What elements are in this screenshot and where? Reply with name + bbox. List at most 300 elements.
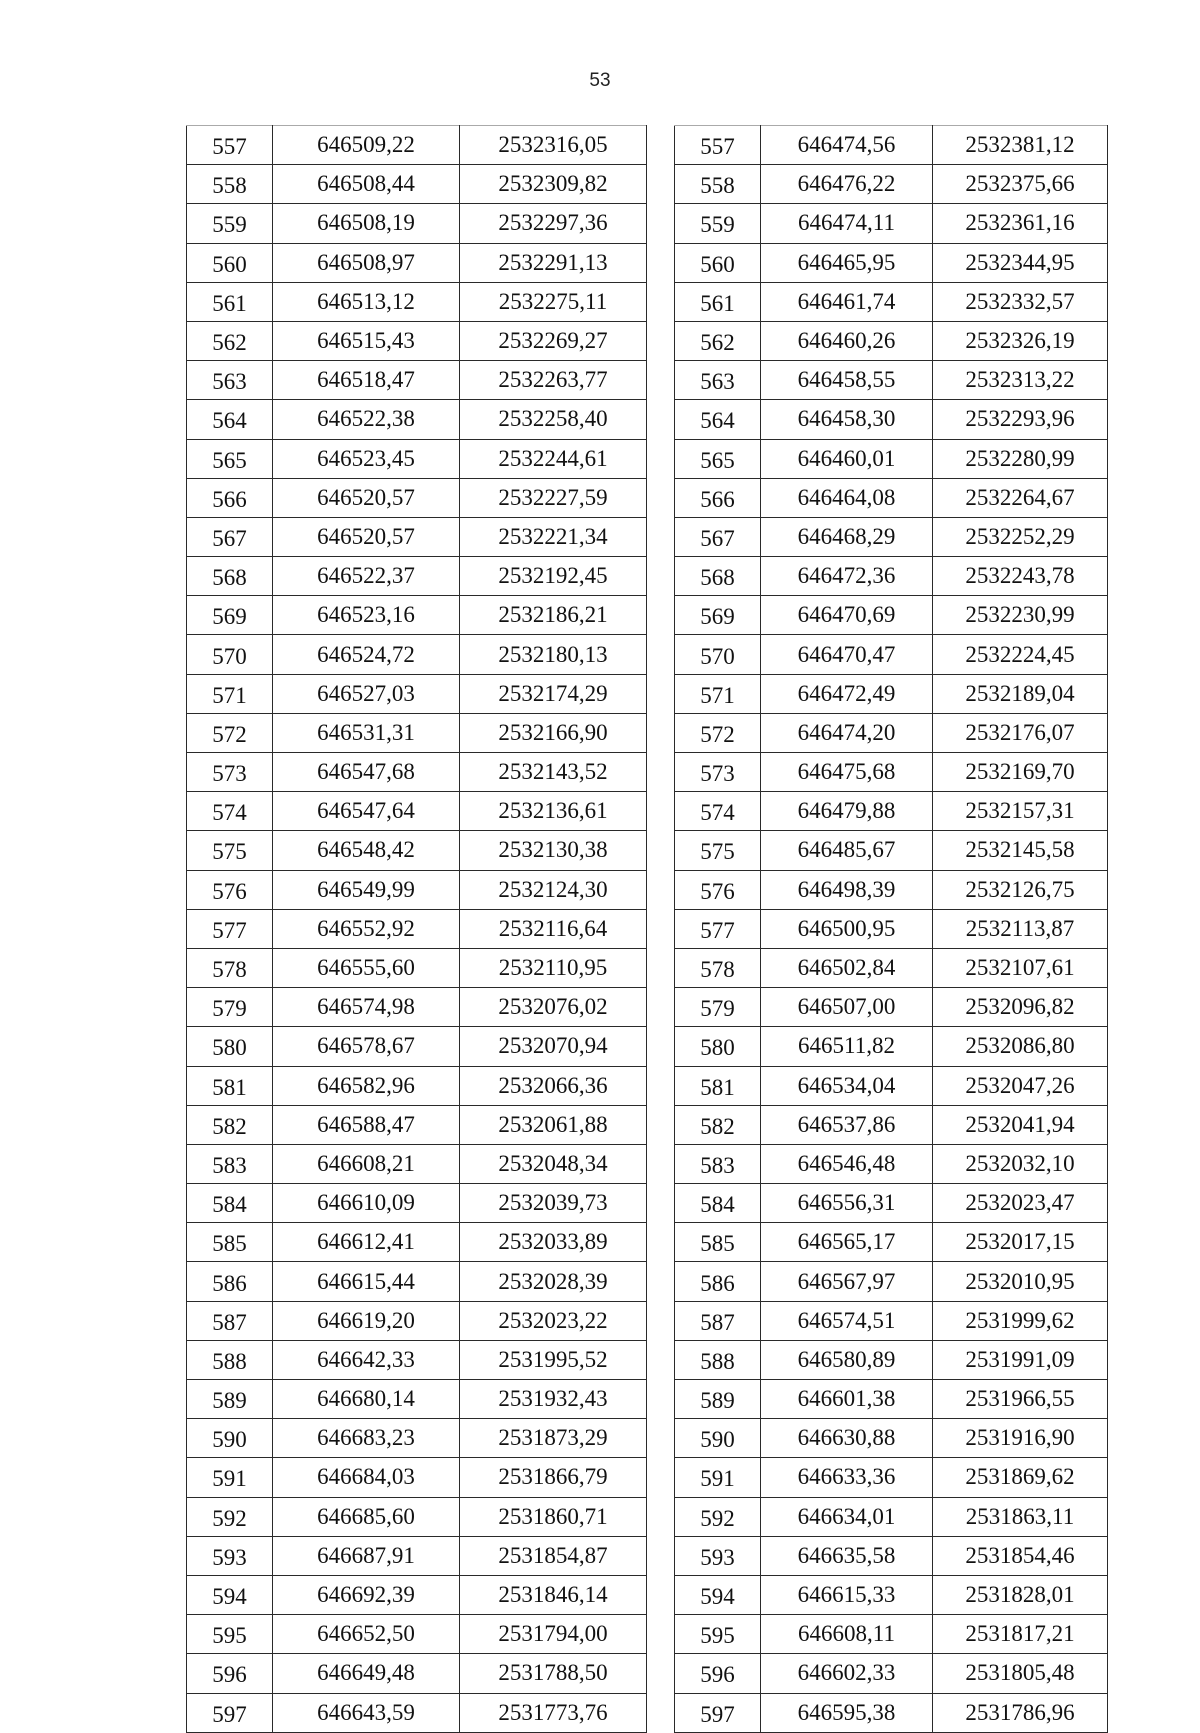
y-coordinate-cell: 2531932,43	[460, 1380, 647, 1419]
table-row	[675, 988, 1108, 1027]
point-number-cell: 576	[187, 870, 273, 909]
table-row	[187, 1419, 647, 1458]
x-coordinate-cell: 646513,12	[273, 282, 460, 321]
table-row	[675, 1615, 1108, 1654]
x-coordinate-cell: 646500,95	[761, 909, 933, 948]
x-coordinate-cell: 646574,98	[273, 988, 460, 1027]
y-coordinate-cell: 2531854,46	[933, 1536, 1108, 1575]
point-number-cell: 577	[187, 909, 273, 948]
point-number-cell: 578	[675, 948, 761, 987]
x-coordinate-cell: 646524,72	[273, 635, 460, 674]
y-coordinate-cell: 2532375,66	[933, 165, 1108, 204]
table-row	[187, 165, 647, 204]
table-row	[675, 635, 1108, 674]
y-coordinate-cell: 2531788,50	[460, 1654, 647, 1693]
y-coordinate-cell: 2532316,05	[460, 126, 647, 165]
x-coordinate-cell: 646601,38	[761, 1380, 933, 1419]
y-coordinate-cell: 2532086,80	[933, 1027, 1108, 1066]
y-coordinate-cell: 2532174,29	[460, 674, 647, 713]
x-coordinate-cell: 646508,97	[273, 243, 460, 282]
x-coordinate-cell: 646595,38	[761, 1693, 933, 1732]
y-coordinate-cell: 2532166,90	[460, 713, 647, 752]
x-coordinate-cell: 646578,67	[273, 1027, 460, 1066]
x-coordinate-cell: 646472,36	[761, 557, 933, 596]
x-coordinate-cell: 646610,09	[273, 1184, 460, 1223]
point-number-cell: 579	[187, 988, 273, 1027]
point-number-cell: 572	[675, 713, 761, 752]
x-coordinate-cell: 646507,00	[761, 988, 933, 1027]
point-number-cell: 557	[187, 126, 273, 165]
x-coordinate-cell: 646546,48	[761, 1144, 933, 1183]
point-number-cell: 581	[675, 1066, 761, 1105]
point-number-cell: 588	[675, 1340, 761, 1379]
y-coordinate-cell: 2532145,58	[933, 831, 1108, 870]
point-number-cell: 593	[675, 1536, 761, 1575]
table-row	[187, 1536, 647, 1575]
point-number-cell: 571	[675, 674, 761, 713]
table-row	[187, 831, 647, 870]
y-coordinate-cell: 2532017,15	[933, 1223, 1108, 1262]
point-number-cell: 592	[187, 1497, 273, 1536]
x-coordinate-cell: 646643,59	[273, 1693, 460, 1732]
x-coordinate-cell: 646552,92	[273, 909, 460, 948]
x-coordinate-cell: 646630,88	[761, 1419, 933, 1458]
table-row	[675, 439, 1108, 478]
point-number-cell: 560	[187, 243, 273, 282]
x-coordinate-cell: 646520,57	[273, 478, 460, 517]
y-coordinate-cell: 2532297,36	[460, 204, 647, 243]
point-number-cell: 571	[187, 674, 273, 713]
x-coordinate-cell: 646502,84	[761, 948, 933, 987]
table-row	[675, 243, 1108, 282]
table-row	[675, 1575, 1108, 1614]
table-row	[187, 988, 647, 1027]
point-number-cell: 578	[187, 948, 273, 987]
x-coordinate-cell: 646468,29	[761, 517, 933, 556]
point-number-cell: 566	[675, 478, 761, 517]
x-coordinate-cell: 646458,30	[761, 400, 933, 439]
x-coordinate-cell: 646508,19	[273, 204, 460, 243]
table-row	[675, 557, 1108, 596]
y-coordinate-cell: 2532157,31	[933, 792, 1108, 831]
y-coordinate-cell: 2531817,21	[933, 1615, 1108, 1654]
table-row	[675, 831, 1108, 870]
point-number-cell: 575	[187, 831, 273, 870]
x-coordinate-cell: 646458,55	[761, 361, 933, 400]
point-number-cell: 566	[187, 478, 273, 517]
table-row	[675, 1536, 1108, 1575]
x-coordinate-cell: 646509,22	[273, 126, 460, 165]
coordinates-table-right	[674, 125, 1108, 1733]
x-coordinate-cell: 646634,01	[761, 1497, 933, 1536]
table-row	[187, 1144, 647, 1183]
table-row	[187, 204, 647, 243]
point-number-cell: 562	[187, 321, 273, 360]
table-row	[187, 1340, 647, 1379]
point-number-cell: 575	[675, 831, 761, 870]
x-coordinate-cell: 646485,67	[761, 831, 933, 870]
x-coordinate-cell: 646565,17	[761, 1223, 933, 1262]
table-row	[187, 1380, 647, 1419]
table-row	[187, 1575, 647, 1614]
y-coordinate-cell: 2532244,61	[460, 439, 647, 478]
y-coordinate-cell: 2532143,52	[460, 753, 647, 792]
table-row	[675, 1419, 1108, 1458]
point-number-cell: 560	[675, 243, 761, 282]
y-coordinate-cell: 2532381,12	[933, 126, 1108, 165]
y-coordinate-cell: 2531869,62	[933, 1458, 1108, 1497]
y-coordinate-cell: 2532344,95	[933, 243, 1108, 282]
y-coordinate-cell: 2531863,11	[933, 1497, 1108, 1536]
point-number-cell: 568	[187, 557, 273, 596]
point-number-cell: 563	[187, 361, 273, 400]
x-coordinate-cell: 646474,56	[761, 126, 933, 165]
table-row	[187, 1262, 647, 1301]
table-row	[675, 126, 1108, 165]
point-number-cell: 572	[187, 713, 273, 752]
x-coordinate-cell: 646464,08	[761, 478, 933, 517]
x-coordinate-cell: 646470,47	[761, 635, 933, 674]
y-coordinate-cell: 2531873,29	[460, 1419, 647, 1458]
table-row	[187, 361, 647, 400]
table-row	[187, 1027, 647, 1066]
y-coordinate-cell: 2531805,48	[933, 1654, 1108, 1693]
table-row	[187, 1497, 647, 1536]
point-number-cell: 580	[187, 1027, 273, 1066]
y-coordinate-cell: 2531773,76	[460, 1693, 647, 1732]
y-coordinate-cell: 2531786,96	[933, 1693, 1108, 1732]
table-row	[187, 243, 647, 282]
table-row	[675, 204, 1108, 243]
point-number-cell: 565	[187, 439, 273, 478]
x-coordinate-cell: 646683,23	[273, 1419, 460, 1458]
y-coordinate-cell: 2532070,94	[460, 1027, 647, 1066]
x-coordinate-cell: 646555,60	[273, 948, 460, 987]
table-row	[675, 1654, 1108, 1693]
table-row	[187, 1693, 647, 1732]
point-number-cell: 591	[675, 1458, 761, 1497]
table-row	[187, 1184, 647, 1223]
x-coordinate-cell: 646515,43	[273, 321, 460, 360]
x-coordinate-cell: 646465,95	[761, 243, 933, 282]
y-coordinate-cell: 2532096,82	[933, 988, 1108, 1027]
point-number-cell: 594	[187, 1575, 273, 1614]
y-coordinate-cell: 2532293,96	[933, 400, 1108, 439]
y-coordinate-cell: 2532116,64	[460, 909, 647, 948]
point-number-cell: 573	[187, 753, 273, 792]
table-row	[675, 1458, 1108, 1497]
y-coordinate-cell: 2532169,70	[933, 753, 1108, 792]
point-number-cell: 597	[675, 1693, 761, 1732]
point-number-cell: 569	[187, 596, 273, 635]
table-row	[675, 1497, 1108, 1536]
y-coordinate-cell: 2532291,13	[460, 243, 647, 282]
table-row	[675, 674, 1108, 713]
y-coordinate-cell: 2532041,94	[933, 1105, 1108, 1144]
y-coordinate-cell: 2532032,10	[933, 1144, 1108, 1183]
x-coordinate-cell: 646547,68	[273, 753, 460, 792]
table-row	[187, 282, 647, 321]
x-coordinate-cell: 646470,69	[761, 596, 933, 635]
y-coordinate-cell: 2532061,88	[460, 1105, 647, 1144]
table-row	[675, 1223, 1108, 1262]
y-coordinate-cell: 2532221,34	[460, 517, 647, 556]
table-row	[187, 870, 647, 909]
y-coordinate-cell: 2531866,79	[460, 1458, 647, 1497]
x-coordinate-cell: 646522,37	[273, 557, 460, 596]
table-row	[187, 1654, 647, 1693]
x-coordinate-cell: 646580,89	[761, 1340, 933, 1379]
table-row	[675, 713, 1108, 752]
point-number-cell: 583	[187, 1144, 273, 1183]
coordinates-table-left	[186, 125, 647, 1733]
table-row	[187, 753, 647, 792]
table-row	[187, 713, 647, 752]
table-row	[675, 165, 1108, 204]
x-coordinate-cell: 646588,47	[273, 1105, 460, 1144]
table-row	[675, 1262, 1108, 1301]
x-coordinate-cell: 646652,50	[273, 1615, 460, 1654]
point-number-cell: 574	[675, 792, 761, 831]
table-row	[187, 400, 647, 439]
point-number-cell: 581	[187, 1066, 273, 1105]
point-number-cell: 574	[187, 792, 273, 831]
x-coordinate-cell: 646522,38	[273, 400, 460, 439]
y-coordinate-cell: 2532107,61	[933, 948, 1108, 987]
x-coordinate-cell: 646619,20	[273, 1301, 460, 1340]
x-coordinate-cell: 646461,74	[761, 282, 933, 321]
x-coordinate-cell: 646549,99	[273, 870, 460, 909]
x-coordinate-cell: 646635,58	[761, 1536, 933, 1575]
x-coordinate-cell: 646460,26	[761, 321, 933, 360]
y-coordinate-cell: 2532186,21	[460, 596, 647, 635]
y-coordinate-cell: 2532033,89	[460, 1223, 647, 1262]
y-coordinate-cell: 2532309,82	[460, 165, 647, 204]
y-coordinate-cell: 2532028,39	[460, 1262, 647, 1301]
point-number-cell: 583	[675, 1144, 761, 1183]
y-coordinate-cell: 2532230,99	[933, 596, 1108, 635]
x-coordinate-cell: 646649,48	[273, 1654, 460, 1693]
table-row	[675, 1184, 1108, 1223]
point-number-cell: 579	[675, 988, 761, 1027]
y-coordinate-cell: 2532280,99	[933, 439, 1108, 478]
table-row	[675, 596, 1108, 635]
point-number-cell: 597	[187, 1693, 273, 1732]
x-coordinate-cell: 646556,31	[761, 1184, 933, 1223]
y-coordinate-cell: 2532010,95	[933, 1262, 1108, 1301]
point-number-cell: 594	[675, 1575, 761, 1614]
x-coordinate-cell: 646612,41	[273, 1223, 460, 1262]
point-number-cell: 596	[187, 1654, 273, 1693]
x-coordinate-cell: 646537,86	[761, 1105, 933, 1144]
y-coordinate-cell: 2532192,45	[460, 557, 647, 596]
point-number-cell: 592	[675, 1497, 761, 1536]
x-coordinate-cell: 646520,57	[273, 517, 460, 556]
x-coordinate-cell: 646498,39	[761, 870, 933, 909]
y-coordinate-cell: 2531860,71	[460, 1497, 647, 1536]
table-row	[675, 753, 1108, 792]
x-coordinate-cell: 646523,16	[273, 596, 460, 635]
table-row	[187, 1105, 647, 1144]
y-coordinate-cell: 2532048,34	[460, 1144, 647, 1183]
page-number: 53	[589, 70, 611, 91]
point-number-cell: 596	[675, 1654, 761, 1693]
point-number-cell: 561	[187, 282, 273, 321]
table-row	[675, 478, 1108, 517]
table-row	[187, 439, 647, 478]
y-coordinate-cell: 2532264,67	[933, 478, 1108, 517]
x-coordinate-cell: 646608,11	[761, 1615, 933, 1654]
y-coordinate-cell: 2532332,57	[933, 282, 1108, 321]
point-number-cell: 559	[675, 204, 761, 243]
y-coordinate-cell: 2532039,73	[460, 1184, 647, 1223]
point-number-cell: 564	[675, 400, 761, 439]
y-coordinate-cell: 2532023,22	[460, 1301, 647, 1340]
point-number-cell: 589	[187, 1380, 273, 1419]
x-coordinate-cell: 646615,33	[761, 1575, 933, 1614]
point-number-cell: 595	[187, 1615, 273, 1654]
table-row	[675, 517, 1108, 556]
table-row	[675, 1144, 1108, 1183]
x-coordinate-cell: 646642,33	[273, 1340, 460, 1379]
point-number-cell: 591	[187, 1458, 273, 1497]
y-coordinate-cell: 2531991,09	[933, 1340, 1108, 1379]
table-row	[187, 674, 647, 713]
x-coordinate-cell: 646527,03	[273, 674, 460, 713]
table-row	[187, 1223, 647, 1262]
x-coordinate-cell: 646472,49	[761, 674, 933, 713]
point-number-cell: 595	[675, 1615, 761, 1654]
x-coordinate-cell: 646474,11	[761, 204, 933, 243]
x-coordinate-cell: 646684,03	[273, 1458, 460, 1497]
point-number-cell: 563	[675, 361, 761, 400]
y-coordinate-cell: 2532269,27	[460, 321, 647, 360]
point-number-cell: 587	[675, 1301, 761, 1340]
x-coordinate-cell: 646474,20	[761, 713, 933, 752]
y-coordinate-cell: 2531854,87	[460, 1536, 647, 1575]
point-number-cell: 587	[187, 1301, 273, 1340]
point-number-cell: 570	[675, 635, 761, 674]
y-coordinate-cell: 2532136,61	[460, 792, 647, 831]
point-number-cell: 586	[675, 1262, 761, 1301]
point-number-cell: 567	[675, 517, 761, 556]
table-row	[187, 596, 647, 635]
point-number-cell: 561	[675, 282, 761, 321]
x-coordinate-cell: 646548,42	[273, 831, 460, 870]
table-row	[675, 909, 1108, 948]
x-coordinate-cell: 646602,33	[761, 1654, 933, 1693]
x-coordinate-cell: 646567,97	[761, 1262, 933, 1301]
point-number-cell: 590	[675, 1419, 761, 1458]
point-number-cell: 582	[187, 1105, 273, 1144]
point-number-cell: 557	[675, 126, 761, 165]
table-row	[675, 948, 1108, 987]
x-coordinate-cell: 646692,39	[273, 1575, 460, 1614]
table-row	[187, 1066, 647, 1105]
x-coordinate-cell: 646534,04	[761, 1066, 933, 1105]
table-row	[187, 517, 647, 556]
table-row	[675, 1301, 1108, 1340]
point-number-cell: 570	[187, 635, 273, 674]
y-coordinate-cell: 2532243,78	[933, 557, 1108, 596]
table-row	[187, 321, 647, 360]
y-coordinate-cell: 2532275,11	[460, 282, 647, 321]
x-coordinate-cell: 646508,44	[273, 165, 460, 204]
point-number-cell: 590	[187, 1419, 273, 1458]
point-number-cell: 559	[187, 204, 273, 243]
point-number-cell: 589	[675, 1380, 761, 1419]
point-number-cell: 580	[675, 1027, 761, 1066]
point-number-cell: 586	[187, 1262, 273, 1301]
y-coordinate-cell: 2532263,77	[460, 361, 647, 400]
table-row	[675, 321, 1108, 360]
y-coordinate-cell: 2532252,29	[933, 517, 1108, 556]
table-row	[187, 557, 647, 596]
point-number-cell: 567	[187, 517, 273, 556]
x-coordinate-cell: 646608,21	[273, 1144, 460, 1183]
x-coordinate-cell: 646687,91	[273, 1536, 460, 1575]
point-number-cell: 568	[675, 557, 761, 596]
y-coordinate-cell: 2532224,45	[933, 635, 1108, 674]
x-coordinate-cell: 646518,47	[273, 361, 460, 400]
coordinates-table-left-body	[187, 126, 647, 1733]
y-coordinate-cell: 2532066,36	[460, 1066, 647, 1105]
point-number-cell: 584	[675, 1184, 761, 1223]
table-row	[675, 282, 1108, 321]
table-row	[675, 361, 1108, 400]
x-coordinate-cell: 646475,68	[761, 753, 933, 792]
table-row	[187, 1615, 647, 1654]
x-coordinate-cell: 646476,22	[761, 165, 933, 204]
y-coordinate-cell: 2532258,40	[460, 400, 647, 439]
y-coordinate-cell: 2532076,02	[460, 988, 647, 1027]
table-row	[187, 1301, 647, 1340]
x-coordinate-cell: 646633,36	[761, 1458, 933, 1497]
table-row	[675, 1340, 1108, 1379]
y-coordinate-cell: 2531828,01	[933, 1575, 1108, 1614]
x-coordinate-cell: 646685,60	[273, 1497, 460, 1536]
y-coordinate-cell: 2531966,55	[933, 1380, 1108, 1419]
y-coordinate-cell: 2532227,59	[460, 478, 647, 517]
table-row	[675, 1380, 1108, 1419]
table-row	[675, 400, 1108, 439]
x-coordinate-cell: 646523,45	[273, 439, 460, 478]
table-row	[187, 1458, 647, 1497]
x-coordinate-cell: 646680,14	[273, 1380, 460, 1419]
y-coordinate-cell: 2531995,52	[460, 1340, 647, 1379]
y-coordinate-cell: 2532326,19	[933, 321, 1108, 360]
point-number-cell: 569	[675, 596, 761, 635]
point-number-cell: 558	[675, 165, 761, 204]
y-coordinate-cell: 2532126,75	[933, 870, 1108, 909]
point-number-cell: 585	[675, 1223, 761, 1262]
table-row	[675, 1027, 1108, 1066]
point-number-cell: 585	[187, 1223, 273, 1262]
y-coordinate-cell: 2532313,22	[933, 361, 1108, 400]
y-coordinate-cell: 2532113,87	[933, 909, 1108, 948]
table-row	[187, 635, 647, 674]
table-row	[187, 948, 647, 987]
point-number-cell: 558	[187, 165, 273, 204]
table-row	[675, 870, 1108, 909]
table-row	[675, 1693, 1108, 1732]
table-row	[187, 792, 647, 831]
coordinates-table-right-body	[675, 126, 1108, 1733]
table-row	[675, 1066, 1108, 1105]
point-number-cell: 582	[675, 1105, 761, 1144]
y-coordinate-cell: 2532110,95	[460, 948, 647, 987]
y-coordinate-cell: 2532023,47	[933, 1184, 1108, 1223]
